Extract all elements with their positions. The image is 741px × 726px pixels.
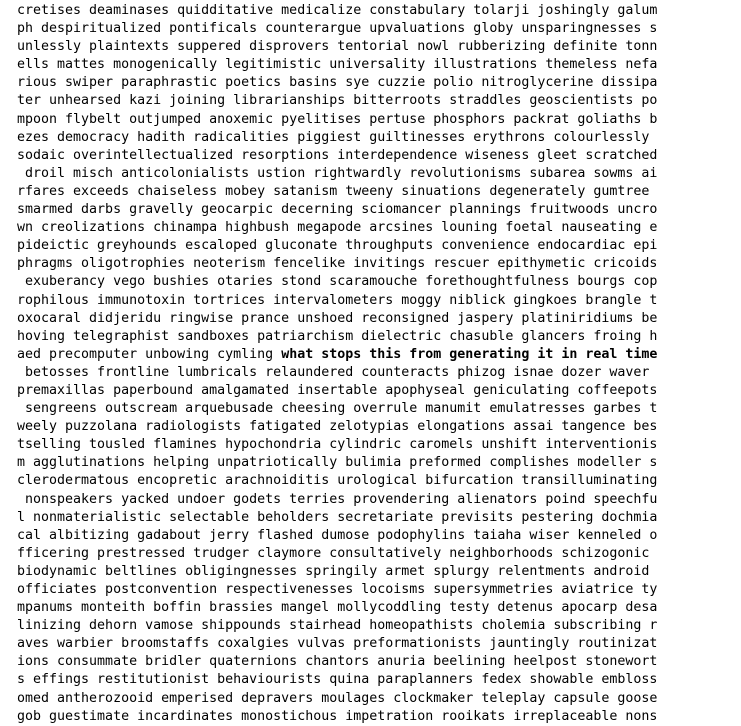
text-line: tselling tousled flamines hypochondria cylindric caromels unshift interventionis bbox=[17, 437, 658, 453]
text-line: betosses frontline lumbricals relaundered counteracts phizog isnae dozer waver bbox=[17, 364, 650, 380]
text-line: mpoon flybelt outjumped anoxemic pyelitises pertuse phosphors packrat goliaths b bbox=[17, 111, 658, 127]
text-line: clerodermatous encopretic arachnoiditis urological bifurcation transilluminating bbox=[17, 473, 658, 489]
text-line: ezes democracy hadith radicalities piggiest guiltinesses erythrons colourlessly bbox=[17, 129, 650, 145]
text-line: l nonmaterialistic selectable beholders secretariate previsits pestering dochmia bbox=[17, 509, 658, 525]
text-line: officiates postconvention respectivenesses locoisms supersymmetries aviatrice ty bbox=[17, 582, 658, 597]
text-line: droil misch anticolonialists ustion rightwardly revolutionisms subarea sowms ai bbox=[17, 165, 658, 181]
text-line: premaxillas paperbound amalgamated insertable apophyseal geniculating coffeepots bbox=[17, 382, 658, 398]
text-line: pideictic greyhounds escaloped gluconate throughputs convenience endocardiac epi bbox=[17, 238, 658, 254]
text-line: s effings restitutionist behaviourists quina paraplanners fedex showable embloss bbox=[17, 672, 658, 688]
text-line: aves warbier broomstaffs coxalgies vulvas preformationists jauntingly routinizat bbox=[17, 636, 658, 652]
text-line: nonspeakers yacked undoer godets terries provendering alienators poind speechfu bbox=[17, 491, 658, 507]
text-line: linizing dehorn vamose shippounds stairhead homeopathists cholemia subscribing r bbox=[17, 618, 658, 634]
text-line: m agglutinations helping unpatriotically bulimia preformed complishes modeller s bbox=[17, 455, 658, 471]
text-line: exuberancy vego bushies otaries stond scaramouche forethoughtfulness bourgs cop bbox=[17, 274, 658, 290]
text-line: ph despiritualized pontificals counterargue upvaluations globy unsparingnesses s bbox=[17, 21, 658, 37]
text-line: rophilous immunotoxin tortrices intervalometers moggy niblick gingkoes brangle t bbox=[17, 292, 658, 308]
text-line: phragms oligotrophies neoterism fencelike invitings rescuer epithymetic cricoids bbox=[17, 256, 658, 272]
text-line: sengreens outscream arquebusade cheesing overrule manumit emulatresses garbes t bbox=[17, 401, 658, 417]
text-line: cal albitizing gadabout jerry flashed dumose podophylins taiaha wiser kenneled o bbox=[17, 527, 658, 543]
text-line: wn creolizations chinampa highbush megapode arcsines louning foetal nauseating e bbox=[17, 220, 658, 236]
text-line: rious swiper paraphrastic poetics basins sye cuzzie polio nitroglycerine dissipa bbox=[17, 75, 658, 91]
text-line: biodynamic beltlines obligingnesses springily armet splurgy relentments android bbox=[17, 563, 650, 579]
text-line bbox=[17, 346, 741, 364]
text-line: oxocaral didjeridu ringwise prance unshoed reconsigned jaspery platiniridiums be bbox=[17, 310, 658, 326]
text-line: ions consummate bridler quaternions chantors anuria beelining heelpost stonewort bbox=[17, 654, 658, 670]
text-line: cretises deaminases quidditative medicalize constabulary tolarji joshingly galum bbox=[17, 3, 658, 18]
text-line: ter unhearsed kazi joining librarianships bitterroots straddles geoscientists po bbox=[17, 93, 658, 109]
bold-phrase: what stops this from generating it in real time bbox=[281, 346, 658, 362]
text-line: smarmed darbs gravelly geocarpic decerning sciomancer plannings fruitwoods uncro bbox=[17, 202, 658, 218]
text-line: gob guestimate incardinates monostichous impetration rooikats irreplaceable nons bbox=[17, 708, 658, 724]
text-line: weely puzzolana radiologists fatigated zelotypias elongations assai tangence bes bbox=[17, 419, 658, 435]
text-line: rfares exceeds chaiseless mobey satanism tweeny sinuations degenerately gumtree bbox=[17, 183, 650, 199]
text-line: sodaic overintellectualized resorptions interdependence wiseness gleet scratched bbox=[17, 147, 658, 163]
text-line: omed antherozooid emperised depravers moulages clockmaker teleplay capsule goose bbox=[17, 690, 658, 706]
text-line: hoving telegraphist sandboxes patriarchism dielectric chasuble glancers froing h bbox=[17, 328, 658, 344]
text-line: unlessly plaintexts suppered disprovers tentorial nowl rubberizing definite tonn bbox=[17, 39, 658, 55]
text-line: fficering prestressed trudger claymore consultatively neighborhoods schizogonic bbox=[17, 545, 650, 561]
text-segment: aed precomputer unbowing cymling bbox=[17, 346, 282, 362]
text-body bbox=[0, 2, 741, 726]
text-line: mpanums monteith boffin brassies mangel mollycoddling testy detenus apocarp desa bbox=[17, 600, 658, 616]
text-line: ells mattes monogenically legitimistic universality illustrations themeless nefa bbox=[17, 57, 658, 73]
